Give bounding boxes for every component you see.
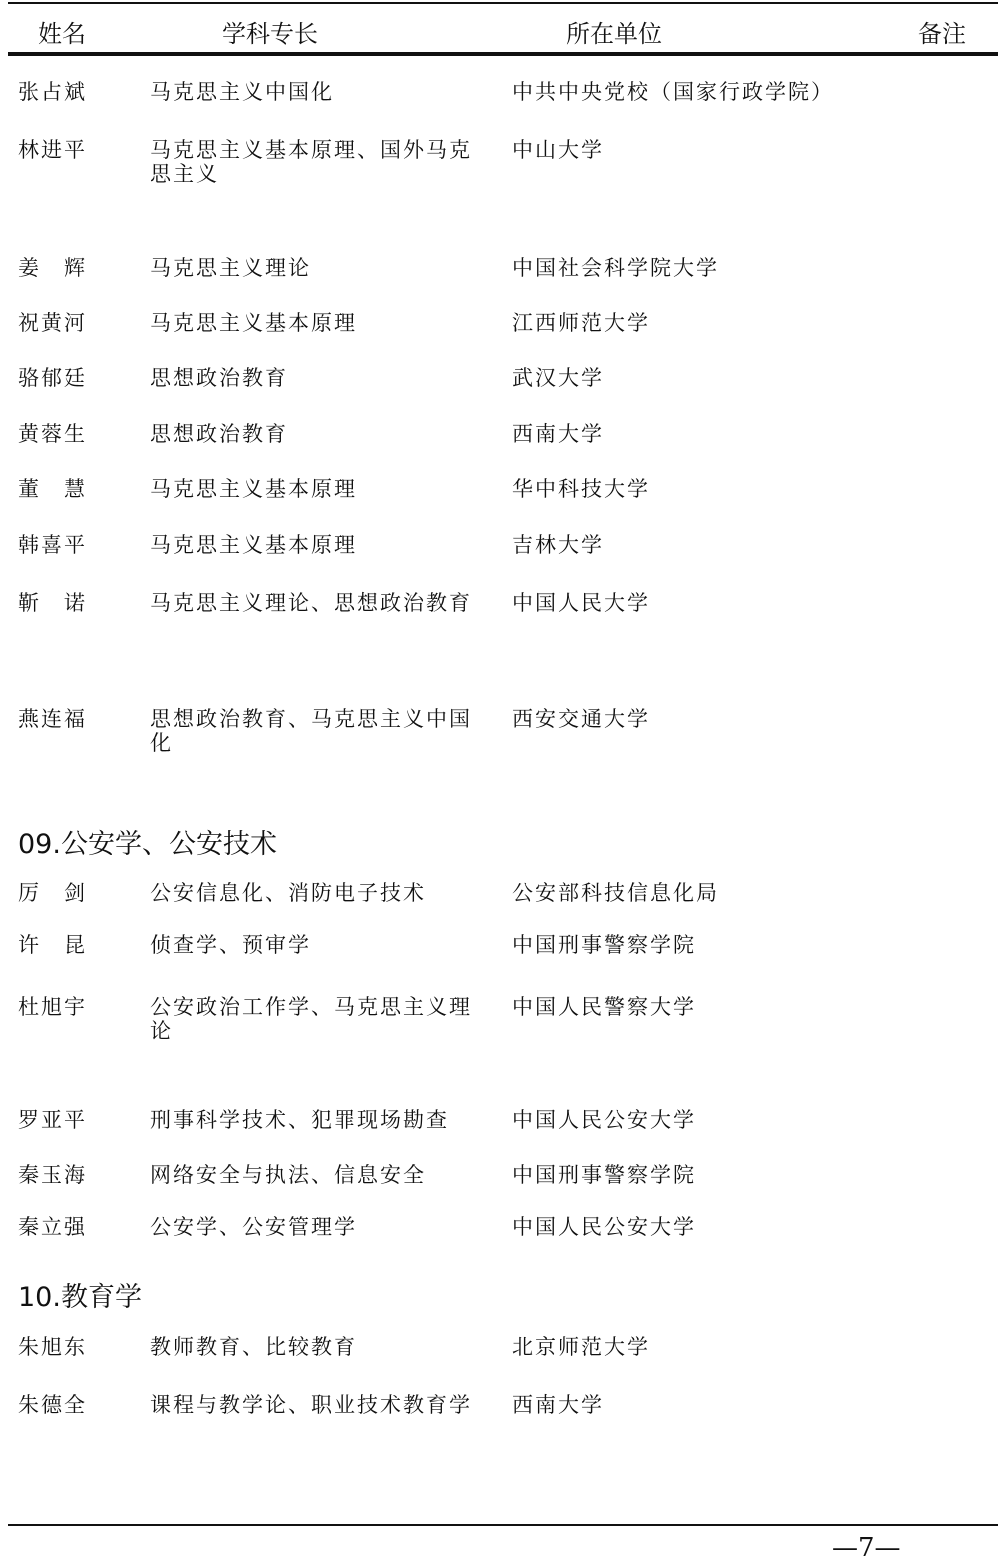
section-title-10: 10.教育学 [18,1282,142,1313]
row-specialty: 马克思主义基本原理 [150,477,357,501]
row-name: 骆郁廷 [18,366,87,390]
row-unit: 中国人民警察大学 [512,995,696,1019]
row-specialty: 网络安全与执法、信息安全 [150,1163,426,1187]
row-name: 许 昆 [18,933,87,957]
row-specialty: 思想政治教育 [150,366,288,390]
row-name: 罗亚平 [18,1108,87,1132]
table-header [0,10,1006,50]
row-name: 韩喜平 [18,533,87,557]
row-specialty: 公安信息化、消防电子技术 [150,881,426,905]
row-specialty: 刑事科学技术、犯罪现场勘查 [150,1108,449,1132]
row-unit: 中山大学 [512,138,604,162]
row-name: 姜 辉 [18,256,87,280]
section-title-09: 09.公安学、公安技术 [18,829,277,860]
row-specialty: 公安学、公安管理学 [150,1215,357,1239]
row-specialty: 教师教育、比较教育 [150,1335,357,1359]
row-name: 燕连福 [18,707,87,731]
row-specialty: 马克思主义基本原理 [150,311,357,335]
header-unit: 所在单位 [566,20,662,48]
row-unit: 西南大学 [512,422,604,446]
row-unit: 西南大学 [512,1393,604,1417]
row-unit: 中国刑事警察学院 [512,1163,696,1187]
header-rule [8,52,998,56]
row-name: 杜旭宇 [18,995,87,1019]
row-name: 朱德全 [18,1393,87,1417]
row-unit: 华中科技大学 [512,477,650,501]
row-unit: 中国人民公安大学 [512,1215,696,1239]
row-unit: 西安交通大学 [512,707,650,731]
row-unit: 中国人民大学 [512,591,650,615]
row-unit: 中国社会科学院大学 [512,256,719,280]
row-specialty: 思想政治教育、马克思主义中国化 [150,707,472,755]
header-specialty: 学科专长 [222,20,318,48]
page-number: —7— [832,1533,901,1563]
row-unit: 中国人民公安大学 [512,1108,696,1132]
header-name: 姓名 [38,20,86,48]
row-specialty: 侦查学、预审学 [150,933,311,957]
row-name: 厉 剑 [18,881,87,905]
row-specialty: 马克思主义中国化 [150,80,334,104]
row-specialty: 公安政治工作学、马克思主义理论 [150,995,472,1043]
row-unit: 北京师范大学 [512,1335,650,1359]
row-specialty: 课程与教学论、职业技术教育学 [150,1393,472,1417]
row-specialty: 马克思主义理论、思想政治教育 [150,591,472,615]
row-name: 董 慧 [18,477,87,501]
row-specialty: 马克思主义基本原理 [150,533,357,557]
row-specialty: 马克思主义基本原理、国外马克思主义 [150,138,472,186]
row-specialty: 马克思主义理论 [150,256,311,280]
row-name: 秦立强 [18,1215,87,1239]
row-specialty: 思想政治教育 [150,422,288,446]
footer-rule [8,1524,998,1526]
row-name: 靳 诺 [18,591,87,615]
row-name: 朱旭东 [18,1335,87,1359]
row-name: 林进平 [18,138,87,162]
row-name: 张占斌 [18,80,87,104]
row-unit: 公安部科技信息化局 [512,881,719,905]
header-remark: 备注 [918,20,966,48]
row-unit: 中国刑事警察学院 [512,933,696,957]
row-name: 祝黄河 [18,311,87,335]
row-name: 秦玉海 [18,1163,87,1187]
row-name: 黄蓉生 [18,422,87,446]
top-rule [8,2,998,4]
row-unit: 吉林大学 [512,533,604,557]
row-unit: 中共中央党校（国家行政学院） [512,80,834,104]
row-unit: 武汉大学 [512,366,604,390]
row-unit: 江西师范大学 [512,311,650,335]
